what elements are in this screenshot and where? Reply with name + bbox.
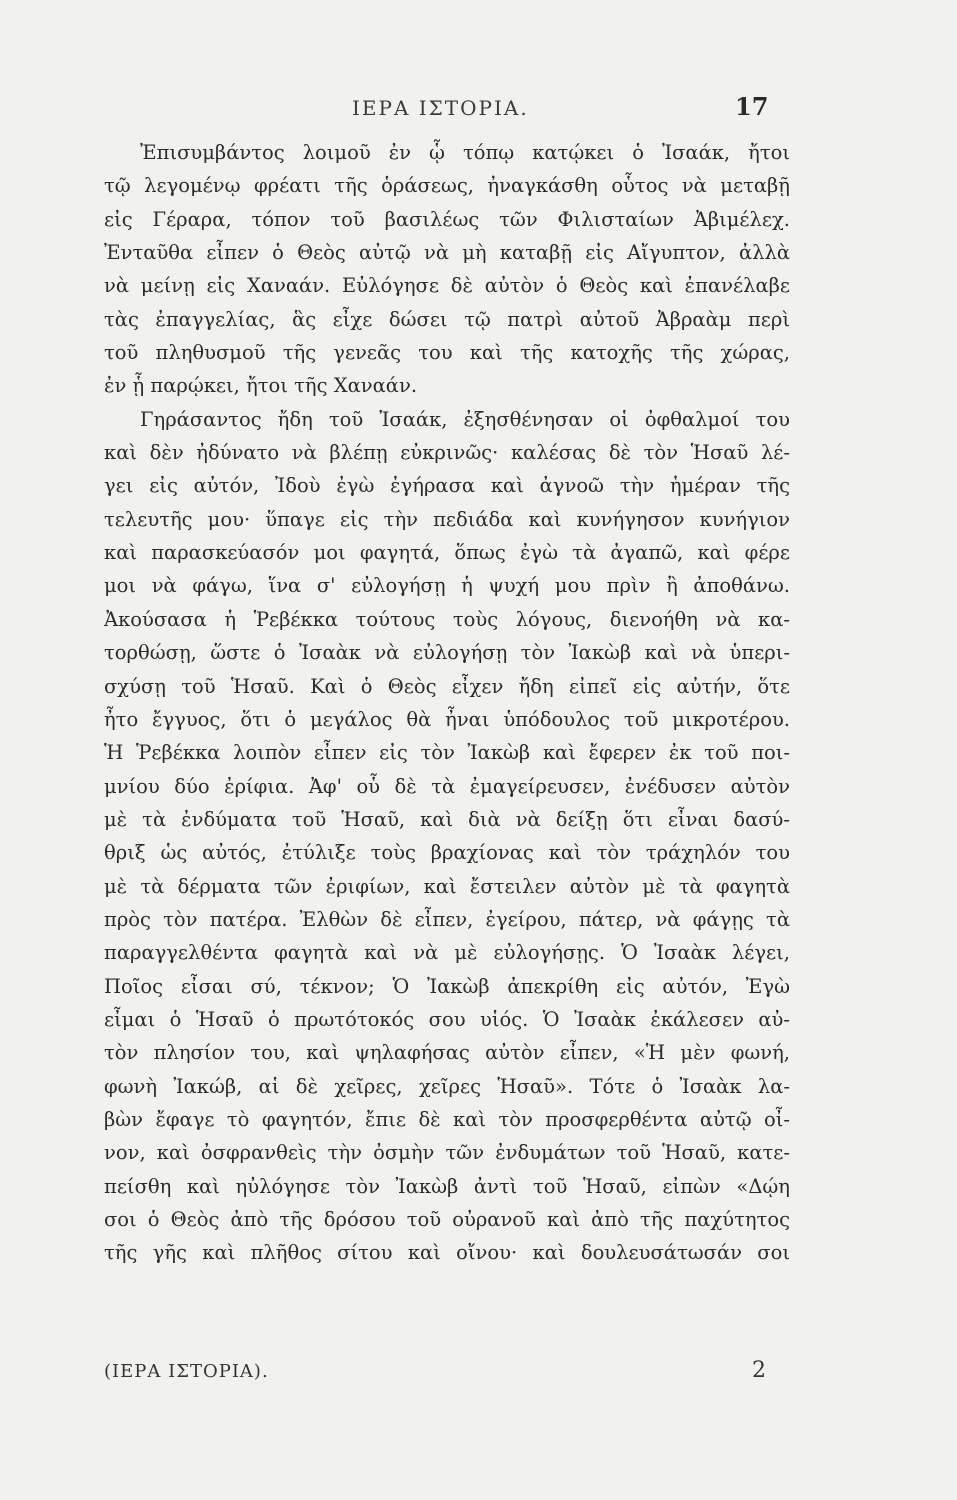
text-line: καὶ παρασκεύασόν μοι φαγητά, ὅπως ἐγὼ τὰ ἀγαπῶ, καὶ φέρε [104, 541, 790, 565]
text-line: τελευτῆς μου· ὕπαγε εἰς τὴν πεδιάδα καὶ κυνήγησον κυνήγιον [104, 507, 790, 531]
text-line: γει εἰς αὐτόν, Ἰδοὺ ἐγὼ ἐγήρασα καὶ ἀγνοῶ τὴν ἡμέραν τῆς [104, 474, 790, 498]
text-line: ἐν ᾗ παρῴκει, ἤτοι τῆς Χαναάν. [104, 374, 418, 398]
page-footer [104, 1358, 790, 1383]
text-line: βὼν ἔφαγε τὸ φαγητόν, ἔπιε δὲ καὶ τὸν προσφερθέντα αὐτῷ οἶ- [104, 1107, 790, 1131]
text-line: πρὸς τὸν πατέρα. Ἐλθὼν δὲ εἶπεν, ἐγείρου, πάτερ, νὰ φάγῃς τὰ [104, 907, 790, 931]
signature-mark: (ΙΕΡΑ ΙΣΤΟΡΙΑ). [104, 1361, 269, 1382]
text-line: μὲ τὰ ἐνδύματα τοῦ Ἡσαῦ, καὶ διὰ νὰ δείξῃ ὅτι εἶναι δασύ- [104, 807, 790, 831]
text-line: τὰς ἐπαγγελίας, ἃς εἶχε δώσει τῷ πατρὶ αὐτοῦ Ἀβραὰμ περὶ [104, 307, 790, 331]
text-line: Ποῖος εἶσαι σύ, τέκνον; Ὁ Ἰακὼβ ἀπεκρίθη εἰς αὐτόν, Ἐγὼ [104, 974, 790, 998]
text-line: τῆς γῆς καὶ πλῆθος σίτου καὶ οἴνου· καὶ δουλευσάτωσάν σοι [104, 1241, 790, 1265]
text-line: Ἐπισυμβάντος λοιμοῦ ἐν ᾧ τόπῳ κατῴκει ὁ Ἰσαάκ, ἤτοι [140, 141, 790, 164]
text-line: θριξ ὡς αὐτός, ἐτύλιξε τοὺς βραχίονας καὶ τὸν τράχηλόν του [104, 841, 790, 865]
text-line: φωνὴ Ἰακώβ, αἱ δὲ χεῖρες, χεῖρες Ἡσαῦ». Τότε ὁ Ἰσαὰκ λα- [104, 1074, 790, 1098]
text-line: νὰ μείνῃ εἰς Χαναάν. Εὐλόγησε δὲ αὐτὸν ὁ Θεὸς καὶ ἐπανέλαβε [104, 274, 790, 298]
text-line: εἰς Γέραρα, τόπον τοῦ βασιλέως τῶν Φιλισταίων Ἀβιμέλεχ. [104, 207, 790, 231]
running-title: ΙΕΡΑ ΙΣΤΟΡΙΑ. [352, 96, 529, 120]
text-line: τορθώσῃ, ὥστε ὁ Ἰσαὰκ νὰ εὐλογήσῃ τὸν Ἰακὼβ καὶ νὰ ὑπερι- [104, 641, 790, 665]
text-line: Ἀκούσασα ἡ Ῥεβέκκα τούτους τοὺς λόγους, διενοήθη νὰ κα- [104, 607, 790, 631]
text-line: μνίου δύο ἐρίφια. Ἀφ' οὗ δὲ τὰ ἐμαγείρευσεν, ἐνέδυσεν αὐτὸν [104, 774, 790, 798]
text-line: σοι ὁ Θεὸς ἀπὸ τῆς δρόσου τοῦ οὐρανοῦ καὶ ἀπὸ τῆς παχύτητος [104, 1208, 790, 1231]
page-number: 17 [735, 92, 769, 121]
signature-number: 2 [752, 1358, 766, 1383]
text-line: Ἡ Ῥεβέκκα λοιπὸν εἶπεν εἰς τὸν Ἰακὼβ καὶ ἔφερεν ἐκ τοῦ ποι- [104, 741, 790, 765]
text-line: ἦτο ἔγγυος, ὅτι ὁ μεγάλος θὰ ἦναι ὑπόδουλος τοῦ μικροτέρου. [104, 707, 790, 731]
text-line: σχύσῃ τοῦ Ἡσαῦ. Καὶ ὁ Θεὸς εἶχεν ἤδη εἰπεῖ εἰς αὐτήν, ὅτε [104, 674, 790, 698]
text-line: Ἐνταῦθα εἶπεν ὁ Θεὸς αὐτῷ νὰ μὴ καταβῇ εἰς Αἴγυπτον, ἀλλὰ [104, 241, 790, 265]
text-line: μὲ τὰ δέρματα τῶν ἐριφίων, καὶ ἔστειλεν αὐτὸν μὲ τὰ φαγητὰ [104, 874, 790, 898]
text-line: παραγγελθέντα φαγητὰ καὶ νὰ μὲ εὐλογήσῃς. Ὁ Ἰσαὰκ λέγει, [104, 941, 790, 965]
text-line: Γηράσαντος ἤδη τοῦ Ἰσαάκ, ἐξησθένησαν οἱ ὀφθαλμοί του [140, 407, 790, 431]
text-line: καὶ δὲν ἠδύνατο νὰ βλέπῃ εὐκρινῶς· καλέσας δὲ τὸν Ἡσαῦ λέ- [104, 441, 790, 465]
text-line: μοι νὰ φάγω, ἵνα σ' εὐλογήσῃ ἡ ψυχή μου πρὶν ἢ ἀποθάνω. [104, 574, 790, 598]
text-line: εἶμαι ὁ Ἡσαῦ ὁ πρωτότοκός σου υἱός. Ὁ Ἰσαὰκ ἐκάλεσεν αὐ- [104, 1007, 790, 1031]
text-line: τῷ λεγομένῳ φρέατι τῆς ὁράσεως, ἠναγκάσθη οὗτος νὰ μεταβῇ [104, 174, 790, 198]
text-line: τὸν πλησίον του, καὶ ψηλαφήσας αὐτὸν εἶπεν, «Ἡ μὲν φωνή, [104, 1041, 790, 1065]
text-line: τοῦ πληθυσμοῦ τῆς γενεᾶς του καὶ τῆς κατοχῆς τῆς χώρας, [104, 341, 790, 365]
text-line: πείσθη καὶ ηὐλόγησε τὸν Ἰακὼβ ἀντὶ τοῦ Ἡσαῦ, εἰπὼν «Δῴη [104, 1174, 790, 1198]
body-text [104, 136, 790, 1270]
text-line: νον, καὶ ὀσφρανθεὶς τὴν ὀσμὴν τῶν ἐνδυμάτων τοῦ Ἡσαῦ, κατε- [104, 1141, 790, 1165]
